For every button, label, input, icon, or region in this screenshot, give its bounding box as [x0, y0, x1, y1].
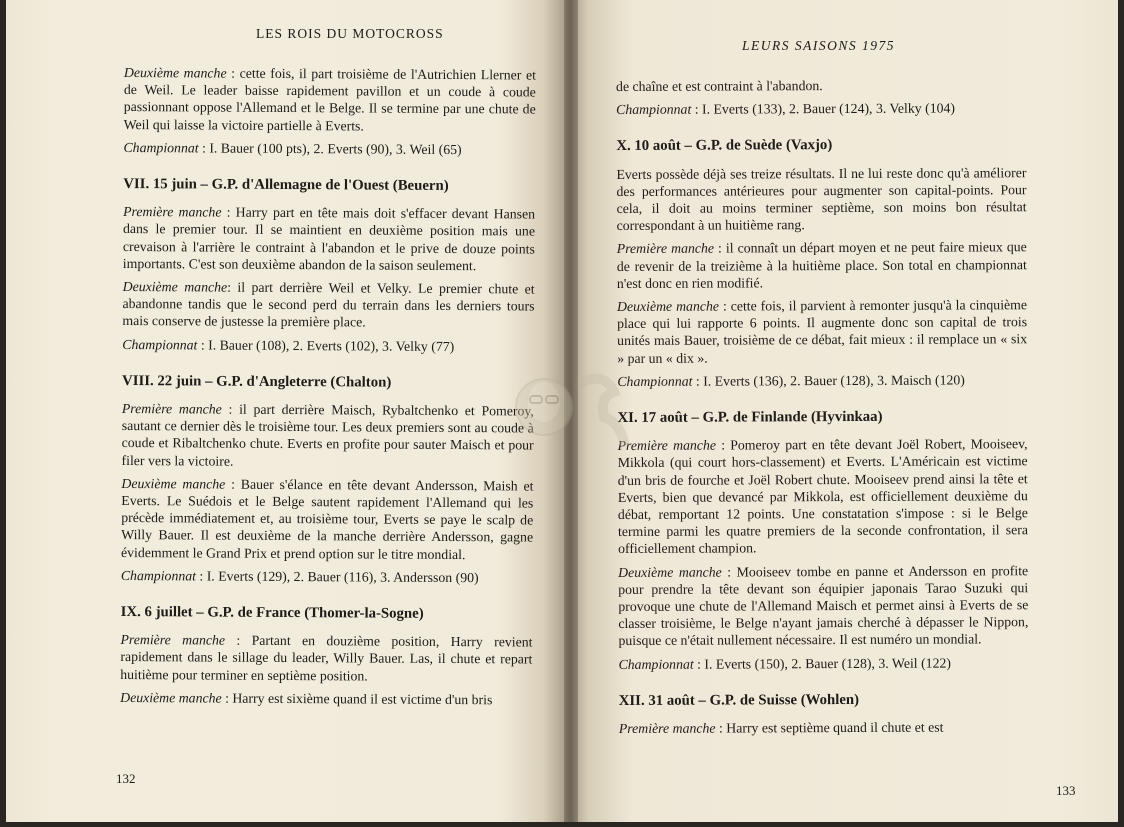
paragraph	[616, 164, 1026, 235]
book-spread	[6, 0, 1118, 822]
paragraph-text: : il part derrière Weil et Velky. Le premier chute et abandonne tandis que le second perd du terrain dans les derniers tours mais conserve de justesse la première place.	[122, 279, 535, 330]
paragraph-text: : cette fois, il parvient à remonter jusqu'à la cinquième place qui lui rapporte 6 points. Il augmente donc son capital de trois unités mais Bauer, troisième de ce débat, fait mieux : il remplace un « six » par un « dix ».	[617, 297, 1028, 366]
paragraph	[122, 336, 534, 356]
paragraph	[618, 562, 1028, 650]
paragraph	[123, 139, 535, 159]
paragraph-label: Deuxième manche	[122, 279, 228, 295]
paragraph	[616, 99, 1026, 118]
paragraph-text: : I. Everts (133), 2. Bauer (124), 3. Velky (104)	[691, 100, 956, 117]
paragraph	[618, 435, 1029, 557]
paragraph-text: Everts possède déjà ses treize résultats. Il ne lui reste donc qu'à améliorer des performances antérieures pour augmenter son capital-points. Pour cela, il doit au moins terminer septième, son moins bon résultat correspondant à un huitième rang.	[616, 164, 1027, 234]
paragraph-text: : I. Everts (150), 2. Bauer (128), 3. Weil (122)	[693, 655, 951, 672]
watermark-stamp	[504, 352, 654, 472]
paragraph	[619, 718, 1029, 737]
paragraph-label: Deuxième manche	[616, 298, 720, 315]
section-heading: VIII. 22 juin – G.P. d'Angleterre (Chalton)	[122, 372, 392, 391]
running-head: LES ROIS DU MOTOCROSS	[256, 26, 444, 41]
paragraph-label: Championnat	[616, 101, 692, 118]
paragraph	[122, 400, 534, 471]
paragraph-text: : I. Bauer (108), 2. Everts (102), 3. Velky (77)	[197, 337, 455, 354]
paragraph	[617, 296, 1027, 367]
paragraph-text: : Harry est sixième quand il est victime d'un bris	[221, 690, 493, 708]
text-block	[616, 76, 1029, 743]
paragraph	[123, 203, 535, 274]
paragraph-text: : cette fois, il part troisième de l'Autrichien Llerner et de Weil. Le leader baisse rapidement pavillon et un coude à coude passionnant oppose l'Allemand et le Belge. Il se termine par une chute de Weil qui laisse la victoire partielle à Everts.	[123, 65, 537, 134]
paragraph-label: Première manche	[121, 401, 222, 417]
text-block	[120, 64, 536, 715]
paragraph-text: : Pomeroy part en tête devant Joël Robert, Mooiseev, Mikkola (qui court hors-classement) et Everts. L'Américain est victime d'un bris de fourche et Joël Robert chute. Mooiseev prend ainsi la tête et Everts, bien que devancé par Mikkola, est officiellement deuxième du débat, remportant 12 points. Une constatation s'impose : si le Belge termine parmi les quatre premiers de la seconde confrontation, il sera officiellement champion.	[617, 436, 1029, 557]
paragraph-label: Deuxième manche	[121, 475, 226, 492]
paragraph	[616, 76, 1026, 95]
paragraph-label: Championnat	[123, 139, 199, 156]
paragraph-label: Deuxième manche	[618, 564, 722, 580]
running-head: LEURS SAISONS 1975	[742, 38, 895, 53]
paragraph-label: Première manche	[123, 204, 222, 220]
section-heading: XI. 17 août – G.P. de Finlande (Hyvinkaa)	[617, 408, 883, 427]
paragraph	[121, 475, 534, 564]
paragraph-text: de chaîne et est contraint à l'abandon.	[616, 78, 823, 94]
left-page	[6, 0, 566, 822]
paragraph-label: Championnat	[120, 567, 197, 584]
paragraph-label: Championnat	[618, 656, 694, 672]
paragraph-text: : I. Everts (129), 2. Bauer (116), 3. Andersson (90)	[195, 568, 479, 586]
paragraph	[122, 278, 534, 332]
section-heading: XII. 31 août – G.P. de Suisse (Wohlen)	[618, 691, 860, 709]
paragraph-label: Première manche	[120, 632, 226, 648]
paragraph-label: Deuxième manche	[123, 64, 227, 81]
paragraph-label: Première manche	[617, 437, 717, 454]
paragraph	[619, 654, 1029, 673]
paragraph-text: : I. Everts (136), 2. Bauer (128), 3. Maisch (120)	[692, 372, 965, 389]
paragraph-text: : I. Bauer (100 pts), 2. Everts (90), 3. Weil (65)	[198, 140, 462, 157]
paragraph-text: : Harry est septième quand il chute et est	[715, 719, 944, 736]
paragraph-text: : Harry part en tête mais doit s'effacer devant Hansen dans le premier tour. Il se maintient en deuxième position mais une crevaison à l'arrière le contraint à l'abandon et le prive de douze points importants. C'est son deuxième abandon de la saison seulement.	[122, 204, 536, 273]
section-heading: X. 10 août – G.P. de Suède (Vaxjo)	[616, 137, 833, 155]
page-number: 132	[116, 771, 136, 786]
paragraph	[124, 64, 536, 135]
paragraph-label: Deuxième manche	[120, 689, 222, 706]
paragraph-label: Première manche	[618, 720, 716, 737]
paragraph-label: Championnat	[122, 336, 198, 353]
section-heading: VII. 15 juin – G.P. d'Allemagne de l'Ouest (Beuern)	[123, 176, 449, 195]
section-heading: IX. 6 juillet – G.P. de France (Thomer-la-Sogne)	[120, 604, 424, 622]
paragraph	[617, 239, 1027, 292]
paragraph-text: : il connaît un départ moyen et ne peut faire mieux que de revenir de la treizième à la huitième place. Son total en championnat n'est donc en rien modifié.	[616, 239, 1027, 291]
paragraph	[617, 371, 1027, 390]
page-number: 133	[1056, 783, 1076, 798]
paragraph-label: Championnat	[617, 373, 693, 389]
paragraph	[120, 631, 532, 685]
paragraph-text: : Mooiseev tombe en panne et Andersson en profite pour prendre la tête devant son équipier japonais Tarao Suzuki qui provoque une chute de l'Allemand Maisch et permet ainsi à Everts de se classer troisième, le Belge n'ayant jamais cherché à dépasser le Nippon, puisque ce n'était nullement nécessaire. Il est numéro un mondial.	[618, 562, 1029, 649]
paragraph	[121, 567, 533, 587]
paragraph-text: : Partant en douzième position, Harry revient rapidement dans le sillage du leader, Willy Bauer. Las, il chute et repart huitième pour terminer en septième position.	[120, 632, 533, 684]
paragraph	[120, 689, 532, 709]
paragraph-text: : il part derrière Maisch, Rybaltchenko et Pomeroy, sautant ce dernier dès le troisième tour. Les deux premiers sont au coude à coude et Ribaltchenko chute. Everts en profite pour sauter Maisch et pour filer vers la victoire.	[121, 401, 534, 469]
paragraph-label: Première manche	[616, 240, 715, 257]
paragraph-text: : Bauer s'élance en tête devant Andersson, Maish et Everts. Le Suédois et le Belge sautent rapidement l'Allemand qui les précède immédiatement et, au troisième tour, Everts se paye le scalp de Willy Bauer. Il est deuxième de la manche derrière Andersson, gagne évidemment le Grand Prix et prend option sur le titre mondial.	[120, 476, 534, 562]
